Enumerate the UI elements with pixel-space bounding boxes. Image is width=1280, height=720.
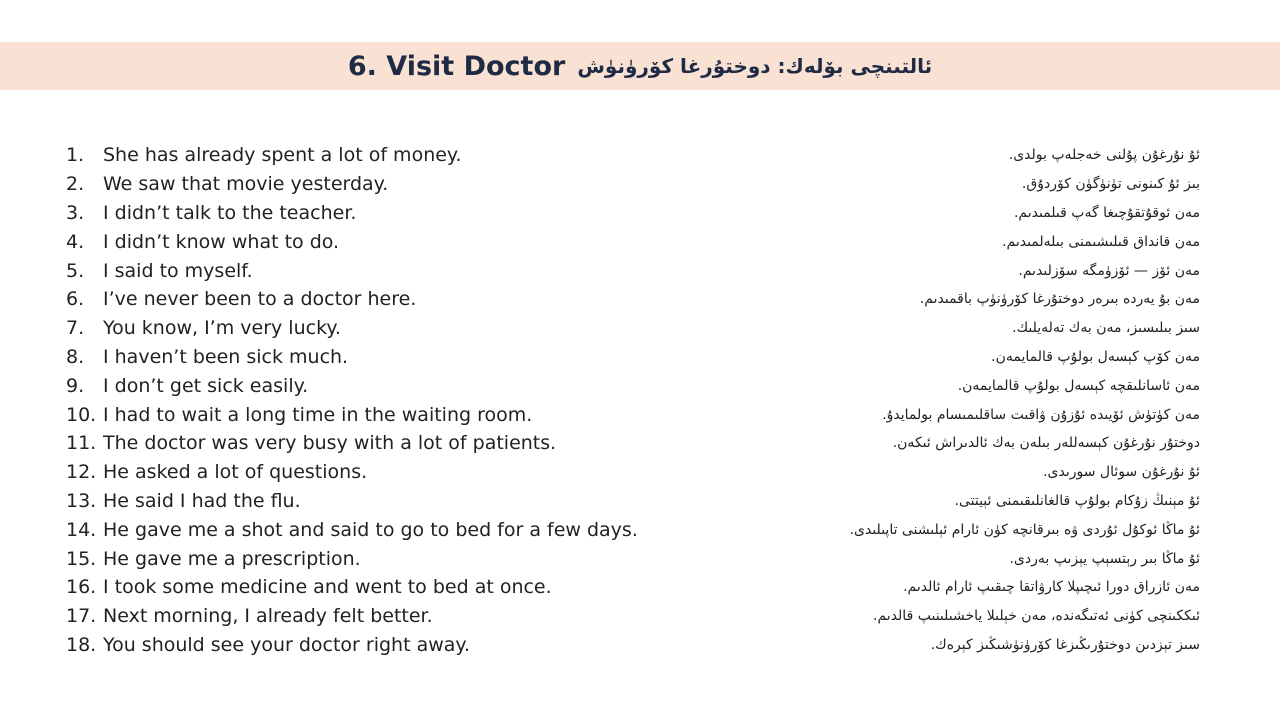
english-sentence bbox=[66, 461, 367, 483]
uyghur-translation: سىز بىلىسىز، مەن بەك تەلەيلىك. bbox=[1012, 320, 1200, 337]
sentence-row bbox=[66, 429, 1200, 458]
sentence-row bbox=[66, 458, 1200, 487]
sentence-row bbox=[66, 400, 1200, 429]
english-sentence bbox=[66, 404, 532, 426]
english-text: You should see your doctor right away. bbox=[103, 633, 470, 656]
sentence-row bbox=[66, 141, 1200, 170]
title-bar bbox=[0, 42, 1280, 90]
english-sentence bbox=[66, 288, 416, 310]
english-text: He gave me a shot and said to go to bed for a few days. bbox=[103, 518, 638, 541]
english-sentence bbox=[66, 490, 301, 512]
english-text: I took some medicine and went to bed at once. bbox=[103, 576, 552, 599]
english-sentence bbox=[66, 346, 348, 368]
sentence-number: 18. bbox=[66, 633, 97, 656]
english-text: I said to myself. bbox=[103, 259, 253, 282]
sentence-number: 14. bbox=[66, 518, 97, 541]
uyghur-translation: ئۇ ماڭا ئوكۇل ئۇردى ۋە بىرقانچە كۈن ئارام ئېلىشنى تاپىلىدى. bbox=[849, 521, 1200, 538]
uyghur-translation: دوختۇر نۇرغۇن كېسەللەر بىلەن بەك ئالدىراش ئىكەن. bbox=[892, 435, 1200, 452]
sentence-row bbox=[66, 487, 1200, 516]
uyghur-translation: ئىككىنچى كۈنى ئەتىگەندە، مەن خېلىلا ياخشىلىنىپ قالدىم. bbox=[873, 608, 1200, 625]
english-sentence bbox=[66, 548, 361, 570]
sentence-row bbox=[66, 314, 1200, 343]
title-uyghur: ئالتىنچى بۆلەك: دوختۇرغا كۆرۈنۈش bbox=[577, 54, 933, 78]
english-text: I don’t get sick easily. bbox=[103, 374, 309, 397]
title-english: 6. Visit Doctor bbox=[347, 50, 566, 82]
uyghur-translation: ئۇ نۇرغۇن پۇلنى خەجلەپ بولدى. bbox=[1008, 147, 1200, 164]
uyghur-translation: مەن ئۆز — ئۆزۈمگە سۆزلىدىم. bbox=[1018, 262, 1200, 279]
sentence-row bbox=[66, 199, 1200, 228]
uyghur-translation: مەن كۈتۈش ئۆيىدە ئۇزۇن ۋاقىت ساقلىمىسام بولمايدۇ. bbox=[882, 406, 1200, 423]
english-text: You know, I’m very lucky. bbox=[103, 317, 341, 340]
uyghur-translation: بىز ئۇ كىنونى تۈنۈگۈن كۆردۇق. bbox=[1021, 176, 1200, 193]
sentence-row bbox=[66, 285, 1200, 314]
sentence-number: 10. bbox=[66, 403, 97, 426]
english-sentence bbox=[66, 519, 638, 541]
sentence-row bbox=[66, 170, 1200, 199]
sentence-number: 2. bbox=[66, 173, 85, 196]
english-sentence bbox=[66, 375, 308, 397]
english-text: She has already spent a lot of money. bbox=[103, 144, 462, 167]
english-sentence bbox=[66, 173, 388, 195]
sentence-row bbox=[66, 544, 1200, 573]
uyghur-translation: مەن ئوقۇتقۇچىغا گەپ قىلمىدىم. bbox=[1013, 204, 1200, 221]
sentence-list bbox=[66, 141, 1200, 659]
english-text: I’ve never been to a doctor here. bbox=[103, 288, 417, 311]
sentence-number: 3. bbox=[66, 201, 85, 224]
sentence-number: 1. bbox=[66, 144, 85, 167]
sentence-number: 9. bbox=[66, 374, 85, 397]
english-sentence bbox=[66, 605, 433, 627]
sentence-row bbox=[66, 371, 1200, 400]
uyghur-translation: مەن بۇ يەردە بىرەر دوختۇرغا كۆرۈنۈپ باقمىدىم. bbox=[919, 291, 1200, 308]
sentence-row bbox=[66, 515, 1200, 544]
uyghur-translation: مەن ئاسانلىقچە كېسەل بولۇپ قالمايمەن. bbox=[957, 377, 1200, 394]
sentence-row bbox=[66, 256, 1200, 285]
sentence-number: 17. bbox=[66, 605, 97, 628]
sentence-number: 11. bbox=[66, 432, 97, 455]
sentence-number: 7. bbox=[66, 317, 85, 340]
uyghur-translation: مەن قانداق قىلىشىمنى بىلەلمىدىم. bbox=[1002, 233, 1200, 250]
english-sentence bbox=[66, 634, 470, 656]
uyghur-translation: مەن ئازراق دورا ئىچىپلا كارۋاتقا چىقىپ ئارام ئالدىم. bbox=[903, 579, 1200, 596]
sentence-row bbox=[66, 343, 1200, 372]
sentence-number: 12. bbox=[66, 461, 97, 484]
english-sentence bbox=[66, 231, 339, 253]
sentence-number: 4. bbox=[66, 230, 85, 253]
sentence-row bbox=[66, 573, 1200, 602]
uyghur-translation: سىز تېزدىن دوختۇرىڭىزغا كۆرۈنۈشىڭىز كېرەك. bbox=[930, 636, 1200, 653]
english-text: I didn’t know what to do. bbox=[103, 230, 340, 253]
english-text: He said I had the flu. bbox=[103, 489, 301, 512]
english-text: We saw that movie yesterday. bbox=[103, 173, 389, 196]
english-sentence bbox=[66, 432, 556, 454]
sentence-number: 8. bbox=[66, 345, 85, 368]
english-sentence bbox=[66, 576, 552, 598]
english-sentence bbox=[66, 260, 253, 282]
english-text: He asked a lot of questions. bbox=[103, 461, 368, 484]
sentence-number: 5. bbox=[66, 259, 85, 282]
uyghur-translation: ئۇ ماڭا بىر رېتسېپ يېزىپ بەردى. bbox=[1009, 550, 1200, 567]
english-sentence bbox=[66, 202, 356, 224]
english-text: I didn’t talk to the teacher. bbox=[103, 201, 357, 224]
english-text: I haven’t been sick much. bbox=[103, 345, 349, 368]
sentence-row bbox=[66, 631, 1200, 660]
english-text: He gave me a prescription. bbox=[103, 547, 361, 570]
sentence-row bbox=[66, 227, 1200, 256]
english-sentence bbox=[66, 144, 462, 166]
sentence-number: 16. bbox=[66, 576, 97, 599]
sentence-number: 13. bbox=[66, 489, 97, 512]
english-text: Next morning, I already felt better. bbox=[103, 605, 433, 628]
english-sentence bbox=[66, 317, 341, 339]
sentence-row bbox=[66, 602, 1200, 631]
english-text: I had to wait a long time in the waiting room. bbox=[103, 403, 533, 426]
english-text: The doctor was very busy with a lot of patients. bbox=[103, 432, 557, 455]
uyghur-translation: ئۇ مېنىڭ زۇكام بولۇپ قالغانلىقىمنى ئېيتتى. bbox=[954, 492, 1200, 509]
sentence-number: 6. bbox=[66, 288, 85, 311]
uyghur-translation: ئۇ نۇرغۇن سوئال سورىدى. bbox=[1043, 464, 1200, 481]
uyghur-translation: مەن كۆپ كېسەل بولۇپ قالمايمەن. bbox=[991, 348, 1200, 365]
sentence-number: 15. bbox=[66, 547, 97, 570]
